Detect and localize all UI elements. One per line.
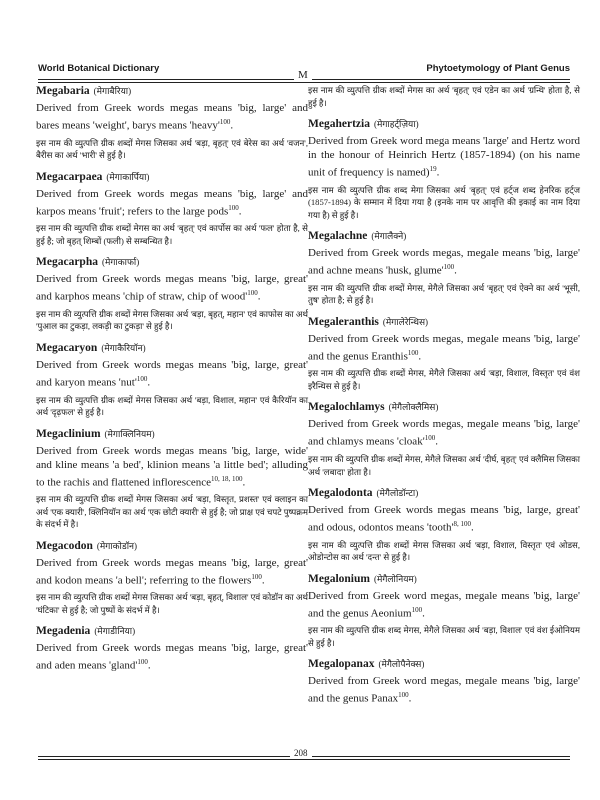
entry-term: [308, 486, 580, 499]
entry-term-name: Megacarpaea: [36, 170, 103, 183]
header-left-title: World Botanical Dictionary: [38, 63, 160, 74]
entry-term-hindi: (मेगाकैरियॉन): [101, 342, 146, 353]
entry-english-text: Derived from Greek words megas means 'big, large, great' and aden means '$gland'^{100}$.: [36, 642, 308, 673]
entry-english-text: Derived from Greek words megas means 'big, large' and karpos means 'fruit'; refers to the large pods$^{100}$.: [36, 187, 308, 218]
entry-english-body: Derived from Greek words megas, megale means 'big, large' and chlamys means 'cloak': [308, 418, 580, 449]
entry-term-name: Megalopanax: [308, 658, 375, 671]
entry-reference: 100: [411, 605, 423, 614]
dictionary-entry: [308, 657, 580, 706]
entry-english-body: Derived from Greek word megas, megale means 'big, large' and the genus Aeonium: [308, 589, 580, 620]
entry-reference: 100: [407, 348, 419, 357]
entry-english-body: Derived from Greek words megas means 'big, large, great' and aden means 'gland': [36, 642, 308, 673]
entry-term-hindi: (मेगाबैरिया): [93, 86, 132, 96]
entry-reference: 100: [247, 289, 258, 298]
entry-reference: 8, 100: [453, 520, 471, 529]
entry-english-body: Derived from Greek words megas means 'big, large' and karpos means 'fruit'; refers to the large pods: [36, 187, 308, 218]
entry-term-name: Megahertzia: [308, 118, 370, 130]
entry-english-text: Derived from Greek words megas, megale means 'big, large' and achne means 'husk, $glume'^{100}$.: [308, 247, 580, 277]
entry-reference: 100: [219, 118, 231, 126]
entry-hindi-text: इस नाम की व्युत्पत्ति ग्रीक शब्द मेगा जिसका अर्थ 'बृहत्' एवं हर्ट्ज शब्द हेनरिक हर्ट्ज (1857-1894) के सम्मान में दिया गया है (इनके नाम पर आवृत्ति की इकाई का नाम दिया गया है) से हुई है।: [308, 184, 580, 220]
entry-term-name: Megaleranthis: [308, 315, 379, 328]
entry-term-hindi: (मेगैलोडॉन्टा): [376, 488, 419, 499]
entry-term: [36, 427, 308, 440]
entry-english-text: Derived from Greek word megas, megale means 'big, large' and the genus Aeonium$^{100}$.: [308, 589, 580, 620]
entry-hindi-text: इस नाम की व्युत्पत्ति ग्रीक शब्दों मेगस जिसका अर्थ 'बड़ा, विशाल, महान' एवं कैरियॉन का अर्थ 'दृढ़फल' से हुई है।: [36, 394, 308, 418]
entry-term-name: Megabaria: [36, 85, 90, 97]
entry-term-name: Megalodonta: [308, 487, 373, 500]
dictionary-entry: [308, 117, 580, 221]
entry-english-body: Derived from Greek word mega means 'large' and Hertz word in the honour of Heinrich Hertz (1857-1894) (on his name unit of frequency is named): [308, 135, 580, 179]
entry-term: [36, 624, 308, 637]
entry-english-body: Derived from Greek word megas, megale means 'big, large' and the genus Panax: [308, 675, 580, 706]
entry-term-name: Megacaryon: [36, 341, 98, 354]
entry-english-text: Derived from Greek words megas means 'big, large, great' and karyon means '$nut'^{100}$.: [36, 358, 308, 389]
entry-hindi-text: इस नाम की व्युत्पत्ति ग्रीक शब्दों मेगस, मेगैले जिसका अर्थ 'बड़ा, विशाल, विस्तृत' एवं वंश इरैन्थिस से हुई है।: [308, 368, 580, 391]
dictionary-entry: [308, 84, 580, 109]
entry-term-name: Megalonium: [308, 572, 370, 585]
entry-reference: 100: [251, 572, 262, 581]
entry-reference: 100: [136, 374, 148, 383]
entry-hindi-text: इस नाम की व्युत्पत्ति ग्रीक शब्दों मेगस जिसका अर्थ 'बड़ा, बृहत्' एवं बेरेस का अर्थ 'वजन', बैरीस का अर्थ 'भारी' से हुई है।: [36, 137, 308, 161]
entry-term-name: Megacodon: [36, 539, 93, 552]
entry-term-hindi: (मेगाकोडॉन): [96, 540, 138, 551]
entry-term-name: Megalachne: [308, 230, 368, 243]
dictionary-entry: [308, 486, 580, 564]
entry-english-body: Derived from Greek words megas means 'big, large' and bares means 'weight', barys means 'heavy': [36, 102, 308, 132]
entry-term-hindi: (मेगाडीनिया): [94, 626, 136, 637]
entry-term: [36, 84, 308, 97]
footer-rule: [38, 759, 570, 760]
dictionary-entry: [308, 315, 580, 393]
entry-term: [36, 170, 308, 183]
dictionary-entry: [308, 572, 580, 650]
entry-hindi-text: इस नाम की व्युत्पत्ति ग्रीक शब्दों मेगस, मेगैले जिसका अर्थ 'दीर्घ, बृहत्' एवं क्लैमिस जिसका अर्थ 'लबादा' होता है।: [308, 454, 580, 477]
entry-hindi-text: इस नाम की व्युत्पत्ति ग्रीक शब्दों मेगस जिसका अर्थ 'बड़ा, बृहत्, महान' एवं काफोस का अर्थ 'पुआल का टुकड़ा, लकड़ी का टुकड़ा' से हुई है।: [36, 308, 308, 332]
header-rule: [38, 82, 570, 83]
entry-reference: 100: [424, 434, 436, 443]
header-right-title: Phytoetymology of Plant Genus: [426, 63, 570, 74]
dictionary-entry: [36, 255, 308, 333]
entry-english-text: Derived from Greek words megas means 'big, large, great' and karphos means 'chip of straw, chip of $wood'^{100}$.: [36, 273, 308, 303]
entry-hindi-text: इस नाम की व्युत्पत्ति ग्रीक शब्द मेगस, मेगैले जिसका अर्थ 'बड़ा, विशाल' एवं वंश ईओनियम से हुई है।: [308, 625, 580, 648]
entry-term-name: Megalochlamys: [308, 401, 385, 414]
entry-term-hindi: (मेगालेरेन्थिस): [382, 316, 429, 327]
entry-reference: 100: [443, 263, 455, 272]
entry-term: [308, 117, 580, 130]
entry-term: [308, 657, 580, 670]
page-number: 208: [290, 748, 312, 758]
entry-hindi-text: इस नाम की व्युत्पत्ति ग्रीक शब्दों मेगस जिसका अर्थ 'बड़ा, विस्तृत, प्रशस्त' एवं क्लाइन का अर्थ 'एक क्यारी', क्लिनियॉन का अर्थ 'एक छोटी क्यारी' से हुई है; जो प्राक्ष एवं चपटे पुष्पक्रम के संदर्भ में है।: [36, 494, 308, 530]
dictionary-entry: [308, 229, 580, 307]
entry-term-hindi: (मेगैलोनियम): [373, 573, 417, 584]
entry-english-text: Derived from Greek words megas, megale means 'big, large' and chlamys means '$cloak'^{100}$.: [308, 418, 580, 449]
entry-term-hindi: (मेगैलोपैनेक्स): [378, 659, 425, 670]
entry-term-name: Megadenia: [36, 625, 91, 638]
dictionary-entry: [36, 624, 308, 673]
entry-term: [308, 315, 580, 328]
entry-english-body: Derived from Greek words megas, megale means 'big, large' and the genus Eranthis: [308, 332, 580, 363]
entry-hindi-text: इस नाम की व्युत्पत्ति ग्रीक शब्दों मेगस का अर्थ 'बृहत्' एवं कार्पोस का अर्थ 'फल' होता है, से हुई है; जो बृहत् शिम्बों (फली) से सम्बन्धित है।: [36, 223, 308, 246]
entry-term-hindi: (मेगाक्लिनियम): [104, 428, 155, 439]
dictionary-entry: [36, 170, 308, 248]
entry-term: [36, 255, 308, 268]
entry-english-body: Derived from Greek words megas means 'big, large, great' and karphos means 'chip of straw, chip of wood': [36, 273, 308, 303]
dictionary-entry: [36, 84, 308, 162]
entry-hindi-text: इस नाम की व्युत्पत्ति ग्रीक शब्दों मेगस, मेगैले जिसका अर्थ 'बृहत्' एवं ऐक्ने का अर्थ 'भूसी, तुष' होता है; से हुई है।: [308, 282, 580, 306]
left-column: [36, 84, 308, 679]
entry-term-name: Megacarpha: [36, 256, 98, 269]
entry-reference: 100: [228, 203, 239, 212]
entry-reference: 100: [137, 658, 148, 667]
entry-english-body: Derived from Greek words megas means 'big, large, great' and odous, odontos means 'tooth': [308, 504, 580, 534]
entry-term-hindi: (मेगाहर्ट्ज़िया): [373, 119, 419, 129]
entry-term: [308, 229, 580, 242]
entry-english-body: Derived from Greek words megas, megale means 'big, large' and achne means 'husk, glume': [308, 247, 580, 277]
entry-term: [36, 539, 308, 552]
entry-english-text: Derived from Greek words megas means 'big, large' and bares means 'weight', barys means '$heavy'^{100}$.: [36, 102, 308, 132]
entry-english-body: Derived from Greek words megas means 'big, large, great' and kodon means 'a bell'; referring to the flowers: [36, 556, 308, 587]
entry-english-text: Derived from Greek word megas, megale means 'big, large' and the genus Panax$^{100}$.: [308, 675, 580, 706]
entry-english-text: Derived from Greek words megas means 'big, large, great' and kodon means 'a bell'; referring to the flowers$^{100}$.: [36, 556, 308, 587]
entry-term: [36, 341, 308, 354]
entry-english-text: Derived from Greek words megas means 'big, large, wide' and kline means 'a bed', klinion means 'a little bed'; alluding to the rachis and flattened inflorescence$^{10, 18, 100}$.: [36, 444, 308, 489]
entry-hindi-text: इस नाम की व्युत्पत्ति ग्रीक शब्दों मेगस जिसका अर्थ 'बड़ा, बृहत्, विशाल' एवं कोडॉन का अर्थ 'घंटिका' से हुई है; जो पुष्पों के संदर्भ में है।: [36, 592, 308, 615]
dictionary-entry: [308, 400, 580, 478]
entry-english-body: Derived from Greek words megas means 'big, large, wide' and kline means 'a bed', klinion means 'a little bed'; alluding to the rachis and flattened inflorescence: [36, 444, 308, 489]
entry-english-body: Derived from Greek words megas means 'big, large, great' and karyon means 'nut': [36, 358, 308, 389]
entry-term: [308, 400, 580, 413]
dictionary-entry: [36, 539, 308, 617]
entry-term-hindi: (मेगाकार्फा): [101, 257, 140, 268]
entry-english-text: Derived from Greek words megas, megale means 'big, large' and the genus Eranthis$^{100}$.: [308, 332, 580, 363]
entry-hindi-text: इस नाम की व्युत्पत्ति ग्रीक शब्दों मेगस का अर्थ 'बृहत्' एवं एडेन का अर्थ 'ग्रन्थि' होता है, से हुई है।: [308, 85, 580, 108]
dictionary-entry: [36, 341, 308, 419]
entry-reference: 100: [398, 691, 409, 700]
entry-english-text: Derived from Greek word mega means 'large' and Hertz word in the honour of Heinrich Hertz (1857-1894) (on his name unit of frequency is named)$^{19}$.: [308, 135, 580, 179]
entry-hindi-text: इस नाम की व्युत्पत्ति ग्रीक शब्दों मेगस जिसका अर्थ 'बड़ा, विशाल, विस्तृत' एवं ओडस, ओडोन्टोस का अर्थ 'दन्त' से हुई है।: [308, 539, 580, 563]
entry-term-hindi: (मेगालैक्ने): [371, 231, 407, 242]
dictionary-entry: [36, 427, 308, 531]
entry-english-text: Derived from Greek words megas means 'big, large, great' and odous, odontos means '$tooth'^{8, 100}$.: [308, 504, 580, 534]
entry-reference: 19: [429, 165, 437, 173]
section-letter: M: [294, 69, 312, 81]
right-column: [308, 84, 580, 712]
entry-term-hindi: (मेगाकार्पिया): [106, 171, 150, 182]
entry-term-hindi: (मेगैलोक्लैमिस): [388, 402, 439, 413]
page-footer: [38, 748, 570, 776]
entry-term: [308, 572, 580, 585]
entry-reference: 10, 18, 100: [211, 474, 243, 483]
entry-term-name: Megaclinium: [36, 427, 101, 440]
